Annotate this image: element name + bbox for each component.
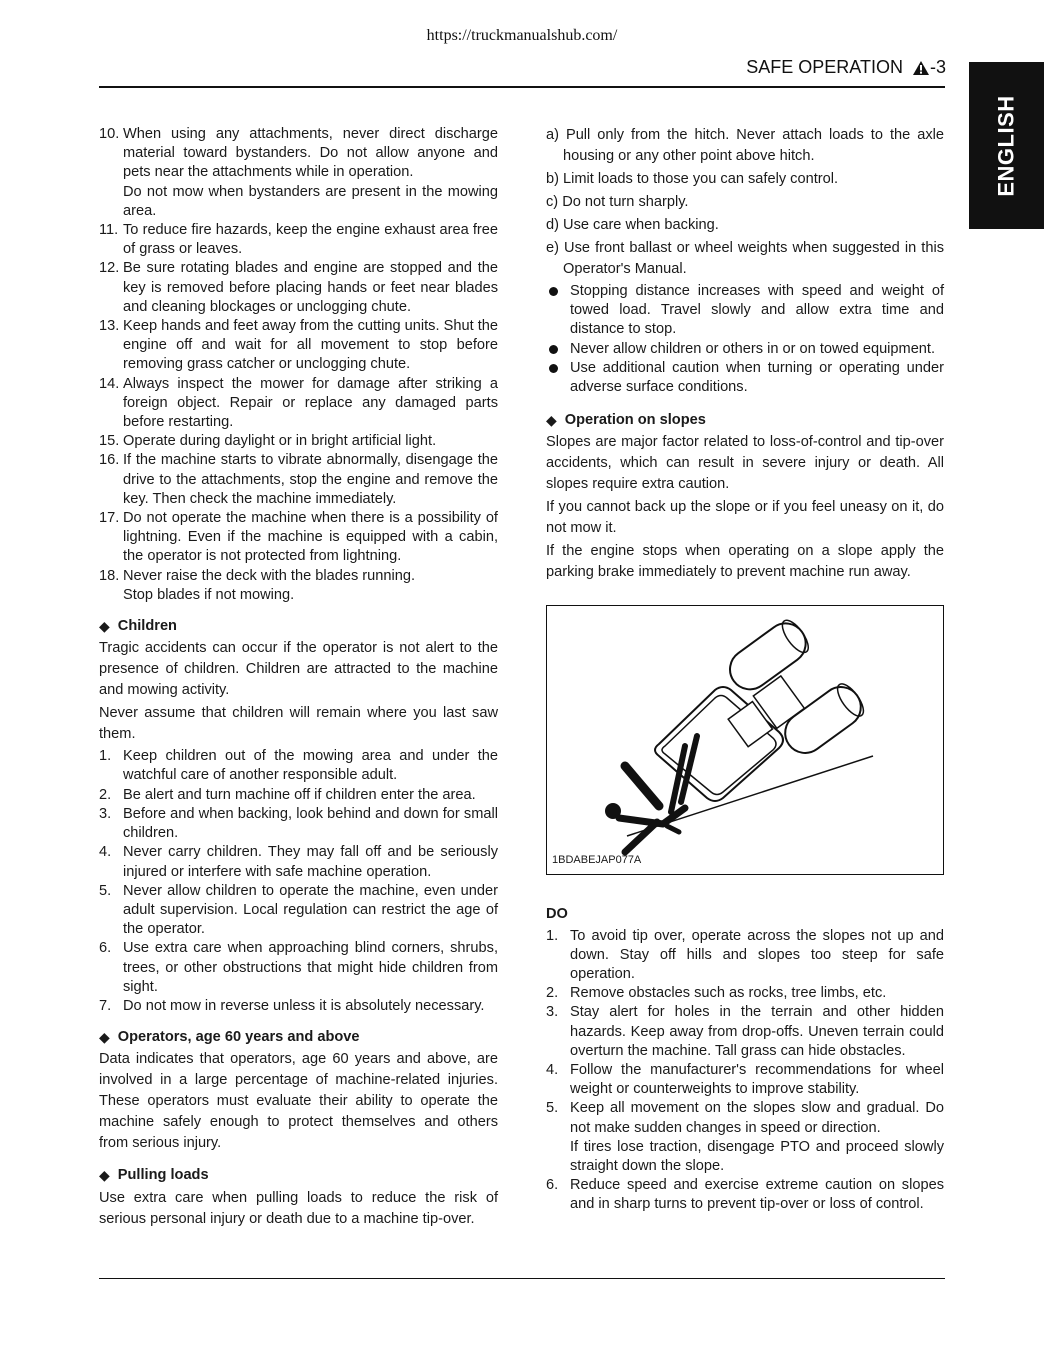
list-item-extra: Stop blades if not mowing. (123, 586, 295, 603)
list-item (99, 997, 498, 1016)
diamond-icon: ◆ (99, 1029, 110, 1046)
list-item-text: Stay alert for holes in the terrain and other hidden hazards. Keep away from drop-offs. Uneven terrain could overturn the machine. Tall grass can hide obstacles. (570, 1004, 944, 1059)
operators60-heading: ◆ Operators, age 60 years and above (99, 1028, 498, 1047)
bullet-item (546, 282, 944, 340)
pulling-para: Use extra care when pulling loads to reduce the risk of serious personal injury or death due to a machine tip-over. (99, 1189, 498, 1227)
slope-tipover-illustration (546, 605, 944, 875)
list-item-number: 7. (99, 997, 112, 1014)
children-list (99, 747, 498, 1016)
pulling-rule-item: b) Limit loads to those you can safely control. (546, 171, 839, 187)
pulling-rule-item: e) Use front ballast or wheel weights when suggested in this Operator's Manual. (546, 240, 944, 277)
list-item (99, 317, 498, 375)
bullet-item (546, 359, 944, 397)
list-item-number: 16. (99, 452, 120, 469)
page-number-text: -3 (929, 57, 946, 77)
list-item-number: 14. (99, 375, 120, 392)
list-item-number: 4. (546, 1062, 559, 1079)
list-item-number: 5. (99, 882, 112, 899)
list-item-text: When using any attachments, never direct discharge material toward bystanders. Do not allow anyone and pets near the attachments while in operation. (123, 126, 498, 181)
list-item (99, 786, 498, 805)
list-item-number: 3. (99, 805, 112, 822)
list-item-text: Keep children out of the mowing area and under the watchful care of another responsible adult. (123, 748, 498, 784)
list-item (99, 805, 498, 843)
list-item-text: To reduce fire hazards, keep the engine exhaust area free of grass or leaves. (123, 222, 498, 258)
figure-code: 1BDABEJAP077A (552, 854, 642, 867)
list-item (546, 1099, 944, 1176)
list-item (99, 509, 498, 567)
pulling-rule-item: a) Pull only from the hitch. Never attach loads to the axle housing or any other point above hitch. (546, 127, 944, 164)
list-item-text: Use extra care when approaching blind corners, shrubs, trees, or other obstructions that might hide children from sight. (123, 940, 498, 995)
list-item-number: 6. (546, 1177, 559, 1194)
list-item-text: Be sure rotating blades and engine are stopped and the key is removed before placing hands or feet near blades and cleaning blockages or unclogging chute. (123, 260, 498, 315)
list-item-number: 2. (99, 786, 112, 803)
list-item-text: Do not mow in reverse unless it is absolutely necessary. (123, 997, 485, 1014)
list-item (99, 747, 498, 785)
pulling-rule-item: c) Do not turn sharply. (546, 194, 689, 210)
list-item (99, 843, 498, 881)
list-item-text: Keep all movement on the slopes slow and gradual. Do not make sudden changes in speed or direction. (570, 1100, 944, 1136)
slopes-para-1: Slopes are major factor related to loss-of-control and tip-over accidents, which can result in severe injury or death. All slopes require extra caution. (546, 434, 944, 493)
language-tab (969, 62, 1044, 229)
slopes-para-3: If the engine stops when operating on a slope apply the parking brake immediately to prevent machine run away. (546, 543, 944, 581)
list-item-number: 12. (99, 260, 120, 277)
bullet-text: Use additional caution when turning or operating under adverse surface conditions. (570, 359, 944, 396)
list-item-number: 11. (99, 222, 119, 239)
diamond-icon: ◆ (99, 618, 110, 635)
list-item-number: 1. (99, 748, 112, 765)
source-url[interactable]: https://truckmanualshub.com/ (426, 27, 618, 44)
list-item (99, 259, 498, 317)
page-header (746, 57, 946, 78)
list-item-text: Before and when backing, look behind and down for small children. (123, 805, 498, 842)
pulling-rules-list (546, 125, 944, 280)
list-item-number: 2. (546, 985, 559, 1002)
list-item-number: 17. (99, 510, 120, 527)
page-number (913, 57, 946, 78)
section-title: SAFE OPERATION (746, 57, 903, 77)
list-item-text: Never raise the deck with the blades running. (123, 567, 416, 584)
header-rule (99, 86, 945, 88)
list-item (99, 882, 498, 940)
list-item (546, 1176, 944, 1214)
bullet-item (546, 340, 944, 359)
list-item-text: Remove obstacles such as rocks, tree limbs, etc. (570, 985, 887, 1002)
list-item-text: Reduce speed and exercise extreme caution on slopes and in sharp turns to prevent tip-over or loss of control. (570, 1177, 944, 1213)
children-para-1: Tragic accidents can occur if the operator is not alert to the presence of children. Children are attracted to the machine and mowing activity. (99, 640, 498, 699)
language-tab-label: ENGLISH (993, 94, 1019, 197)
safety-list-continued (99, 125, 498, 605)
list-item-text: Do not operate the machine when there is a possibility of lightning. Even if the machine is equipped with a cabin, the operator is not protected from lightning. (123, 510, 498, 565)
list-item (546, 927, 944, 985)
list-item-text: To avoid tip over, operate across the slopes not up and down. Stay off hills and slopes too steep for safe operation. (570, 927, 944, 983)
right-column (546, 125, 944, 1215)
list-item-text: Never carry children. They may fall off and be seriously injured or interfere with safe machine operation. (123, 844, 498, 880)
list-item-text: Keep hands and feet away from the cutting units. Shut the engine off and wait for all movement to stop before removing grass catcher or unclogging chute. (123, 318, 498, 373)
list-item-text: If the machine starts to vibrate abnormally, disengage the drive to the attachments, stop the engine and remove the key. Then check the machine immediately. (123, 452, 498, 507)
list-item (546, 1061, 944, 1099)
bullet-text: Stopping distance increases with speed and weight of towed load. Travel slowly and allow extra time and distance to stop. (570, 283, 944, 338)
pulling-heading: ◆ Pulling loads (99, 1166, 498, 1185)
list-item-text: Operate during daylight or in bright artificial light. (123, 433, 437, 450)
list-item-number: 18. (99, 567, 120, 584)
list-item-number: 5. (546, 1100, 559, 1117)
list-item-number: 1. (546, 927, 559, 944)
list-item (99, 432, 498, 451)
warning-triangle-icon (913, 61, 929, 75)
do-list (546, 927, 944, 1215)
bullet-dot-icon (549, 364, 558, 373)
list-item (99, 451, 498, 509)
list-item-text: Follow the manufacturer's recommendations for wheel weight or counterweights to improve stability. (570, 1062, 944, 1098)
list-item-extra: If tires lose traction, disengage PTO and proceed slowly straight down the slope. (570, 1138, 944, 1175)
list-item-text: Always inspect the mower for damage after striking a foreign object. Repair or replace any damaged parts before restarting. (123, 375, 498, 431)
children-para-2: Never assume that children will remain where you last saw them. (99, 705, 498, 743)
bullet-text: Never allow children or others in or on towed equipment. (570, 340, 936, 357)
list-item-number: 15. (99, 433, 120, 450)
tractor-tipover-drawing (547, 606, 943, 874)
do-heading: DO (546, 906, 568, 923)
pulling-bullets (546, 282, 944, 397)
list-item-text: Never allow children to operate the machine, even under adult supervision. Local regulation can restrict the age of the operator. (123, 882, 498, 938)
slopes-heading: ◆ Operation on slopes (546, 411, 944, 430)
diamond-icon: ◆ (99, 1167, 110, 1184)
list-item-text: Be alert and turn machine off if children enter the area. (123, 786, 476, 803)
pulling-rule-item: d) Use care when backing. (546, 217, 719, 233)
operators60-para: Data indicates that operators, age 60 years and above, are involved in a large percentage of machine-related injuries. These operators must evaluate their ability to operate the machine safely enough to protect themselves and others from serious injury. (99, 1051, 498, 1152)
list-item-extra: Do not mow when bystanders are present in the mowing area. (123, 183, 498, 219)
list-item (99, 375, 498, 433)
list-item (99, 125, 498, 221)
list-item (546, 1003, 944, 1061)
slopes-para-2: If you cannot back up the slope or if you feel uneasy on it, do not mow it. (546, 499, 944, 537)
list-item-number: 3. (546, 1004, 559, 1021)
bullet-dot-icon (549, 345, 558, 354)
list-item (99, 567, 498, 605)
list-item-number: 4. (99, 844, 112, 861)
list-item (99, 221, 498, 259)
list-item-number: 13. (99, 318, 120, 335)
diamond-icon: ◆ (546, 412, 557, 429)
list-item (99, 939, 498, 997)
children-heading: ◆ Children (99, 617, 498, 636)
list-item (546, 984, 944, 1003)
list-item-number: 10. (99, 126, 120, 142)
bullet-dot-icon (549, 287, 558, 296)
left-column (99, 125, 498, 1232)
footer-rule (99, 1278, 945, 1279)
list-item-number: 6. (99, 940, 112, 957)
